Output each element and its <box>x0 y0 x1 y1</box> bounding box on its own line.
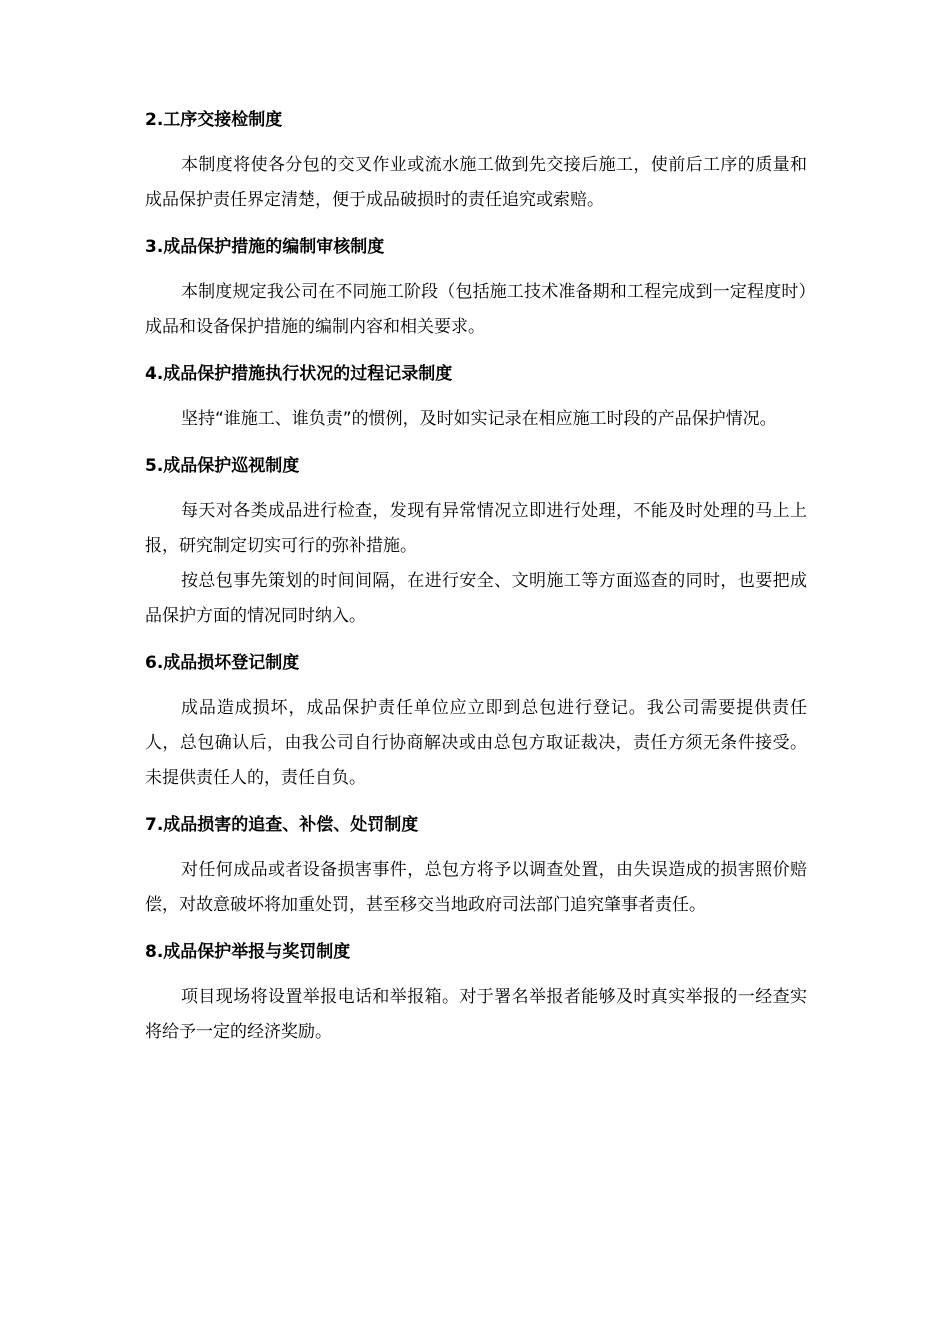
section-heading: 3.成品保护措施的编制审核制度 <box>145 237 385 257</box>
section-5 <box>145 450 807 634</box>
section-paragraph: 本制度规定我公司在不同施工阶段（包括施工技术准备期和工程完成到一定程度时）成品和设备保护措施的编制内容和相关要求。 <box>145 282 807 337</box>
section-heading: 8.成品保护举报与奖罚制度 <box>145 942 351 962</box>
section-paragraph: 本制度将使各分包的交叉作业或流水施工做到先交接后施工，使前后工序的质量和成品保护责任界定清楚，便于成品破损时的责任追究或索赔。 <box>145 155 807 210</box>
section-paragraph: 按总包事先策划的时间间隔，在进行安全、文明施工等方面巡查的同时，也要把成品保护方面的情况同时纳入。 <box>145 571 807 626</box>
section-paragraph: 成品造成损坏，成品保护责任单位应立即到总包进行登记。我公司需要提供责任人，总包确认后，由我公司自行协商解决或由总包方取证裁决，责任方须无条件接受。未提供责任人的，责任自负。 <box>145 698 807 788</box>
section-6 <box>145 647 807 796</box>
section-3 <box>145 231 807 345</box>
section-paragraph: 对任何成品或者设备损害事件，总包方将予以调查处置，由失误造成的损害照价赔偿，对故意破坏将加重处罚，甚至移交当地政府司法部门追究肇事者责任。 <box>145 860 807 915</box>
section-8 <box>145 936 807 1050</box>
section-paragraph: 每天对各类成品进行检查，发现有异常情况立即进行处理，不能及时处理的马上上报，研究制定切实可行的弥补措施。 <box>145 501 807 556</box>
section-heading: 5.成品保护巡视制度 <box>145 456 300 476</box>
section-7 <box>145 809 807 923</box>
section-heading: 4.成品保护措施执行状况的过程记录制度 <box>145 364 453 384</box>
section-4 <box>145 358 807 437</box>
section-heading: 7.成品损害的追查、补偿、处罚制度 <box>145 815 419 835</box>
section-paragraph: 坚持“谁施工、谁负责”的惯例，及时如实记录在相应施工时段的产品保护情况。 <box>181 409 777 429</box>
section-2 <box>145 104 807 218</box>
section-paragraph: 项目现场将设置举报电话和举报箱。对于署名举报者能够及时真实举报的一经查实将给予一定的经济奖励。 <box>145 987 807 1042</box>
document-body <box>145 104 807 1050</box>
section-heading: 6.成品损坏登记制度 <box>145 653 300 673</box>
section-heading: 2.工序交接检制度 <box>145 110 283 130</box>
